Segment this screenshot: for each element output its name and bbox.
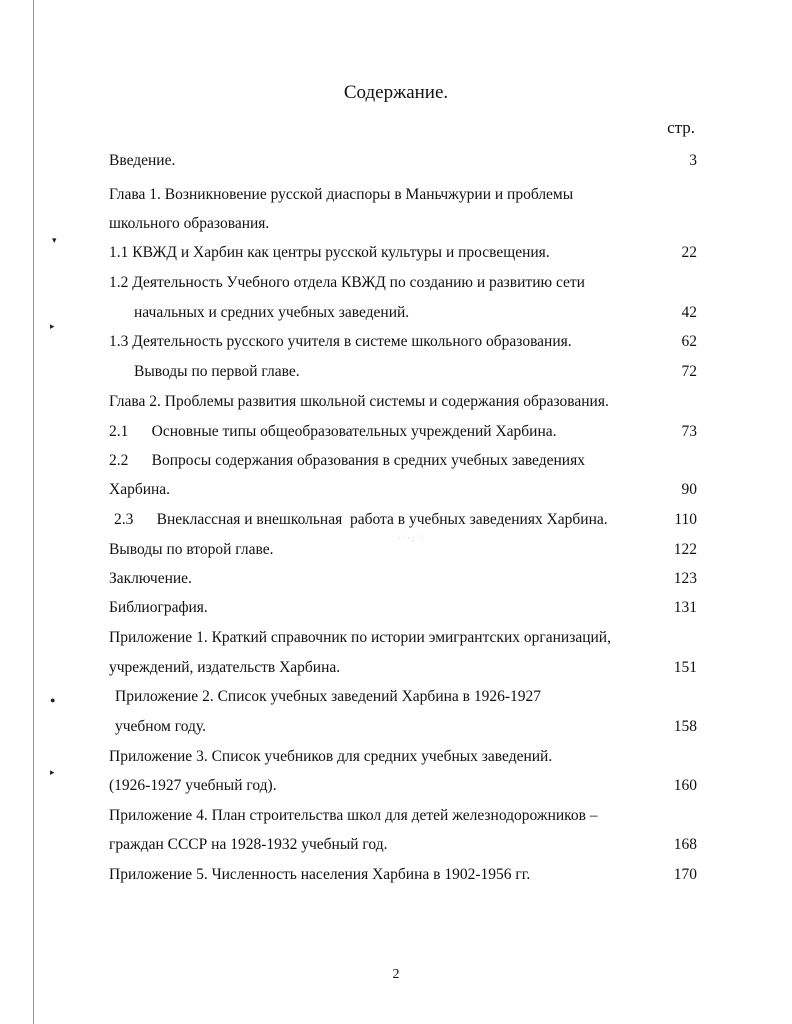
toc-entry: [109, 272, 697, 294]
toc-entry: [109, 775, 697, 797]
toc-entry-text: школьного образования.: [109, 215, 270, 232]
toc-entry-page: 73: [681, 423, 697, 440]
toc-entry: [109, 597, 697, 619]
toc-entry-page: 158: [673, 718, 697, 735]
toc-entry-page: 72: [681, 363, 697, 380]
scan-mark: ●: [50, 695, 56, 705]
toc-entry: [109, 302, 697, 324]
toc-entry: [109, 150, 697, 172]
toc-entry: [109, 450, 697, 472]
page-title: Содержание.: [343, 82, 449, 103]
toc-entry-text: Приложение 4. План строительства школ для детей железнодорожников –: [109, 807, 598, 824]
toc-entry-text: Библиография.: [109, 599, 208, 616]
toc-entry-page: 62: [681, 333, 697, 350]
toc-entry-text: Приложение 5. Численность населения Харбина в 1902-1956 гг.: [109, 866, 531, 883]
toc-entry-page: 123: [673, 570, 697, 587]
toc-entry-page: 151: [673, 659, 697, 676]
toc-entry-page: 168: [673, 836, 697, 853]
toc-entry: [109, 331, 697, 353]
page-column-header: стр.: [667, 118, 695, 137]
toc-entry-text: 2.2 Вопросы содержания образования в средних учебных заведениях: [109, 452, 585, 469]
toc-entry-text: Глава 1. Возникновение русской диаспоры в Маньчжурии и проблемы: [109, 186, 574, 203]
toc-entry-text: Харбина.: [109, 481, 171, 498]
toc-entry-text: 1.1 КВЖД и Харбин как центры русской культуры и просвещения.: [109, 244, 550, 261]
toc-entry-page: 122: [673, 541, 697, 558]
toc-entry-text: 1.3 Деятельность русского учителя в системе школьного образования.: [109, 333, 572, 350]
toc-entry-text: учреждений, издательств Харбина.: [109, 659, 341, 676]
toc-entry-text: Приложение 3. Список учебников для средних учебных заведений.: [109, 748, 553, 765]
toc-entry-page: 160: [673, 777, 697, 794]
toc-entry: [109, 686, 697, 708]
toc-entry-text: 2.3 Внеклассная и внешкольная работа в учебных заведениях Харбина.: [114, 511, 608, 528]
toc-entry-text: Приложение 1. Краткий справочник по истории эмигрантских организаций,: [109, 629, 611, 646]
scan-edge-line: [33, 0, 34, 1024]
toc-entry: [109, 539, 697, 561]
toc-entry: [109, 568, 697, 590]
scan-mark: ▸: [50, 767, 55, 777]
toc-entry-page: 22: [681, 244, 697, 261]
toc-entry-page: 110: [674, 511, 697, 528]
toc-entry: [109, 421, 697, 443]
toc-entry-text: (1926-1927 учебный год).: [109, 777, 277, 794]
toc-entry: [109, 184, 697, 206]
toc-entry-page: 90: [681, 481, 697, 498]
toc-entry-text: Заключение.: [109, 570, 192, 587]
toc-entry-text: 2.1 Основные типы общеобразовательных учреждений Харбина.: [109, 423, 557, 440]
toc-entry: [109, 391, 697, 413]
scan-mark: ▾: [52, 235, 57, 245]
toc-entry-text: учебном году.: [115, 718, 206, 735]
scan-mark: ▸: [50, 321, 55, 331]
toc-entry: [109, 657, 697, 679]
toc-entry: [109, 864, 697, 886]
toc-entry-text: начальных и средних учебных заведений.: [134, 304, 410, 321]
toc-entry: [109, 627, 697, 649]
toc-entry: [109, 509, 697, 531]
toc-entry-page: 170: [673, 866, 697, 883]
toc-entry-text: 1.2 Деятельность Учебного отдела КВЖД по созданию и развитию сети: [109, 274, 585, 291]
toc-entry-page: 131: [673, 599, 697, 616]
toc-entry-text: Выводы по первой главе.: [134, 363, 300, 380]
toc-entry: [109, 242, 697, 264]
toc-entry: [109, 479, 697, 501]
toc-entry-text: Приложение 2. Список учебных заведений Харбина в 1926-1927: [115, 688, 542, 705]
toc-entry-page: 3: [689, 152, 697, 169]
toc-entry: [109, 213, 697, 235]
toc-entry-text: Введение.: [109, 152, 176, 169]
toc-entry: [109, 361, 697, 383]
toc-entry-text: Выводы по второй главе.: [109, 541, 274, 558]
toc-entry: [109, 716, 697, 738]
toc-entry: [109, 805, 697, 827]
toc-entry-text: Глава 2. Проблемы развития школьной системы и содержания образования.: [109, 393, 609, 410]
toc-entry: [109, 834, 697, 856]
toc-entry: [109, 746, 697, 768]
toc-entry-text: граждан СССР на 1928-1932 учебный год.: [109, 836, 388, 853]
scan-speckle: ·˙·:˙·: [398, 534, 426, 543]
toc-entry-page: 42: [681, 304, 697, 321]
page-number: 2: [392, 967, 400, 982]
